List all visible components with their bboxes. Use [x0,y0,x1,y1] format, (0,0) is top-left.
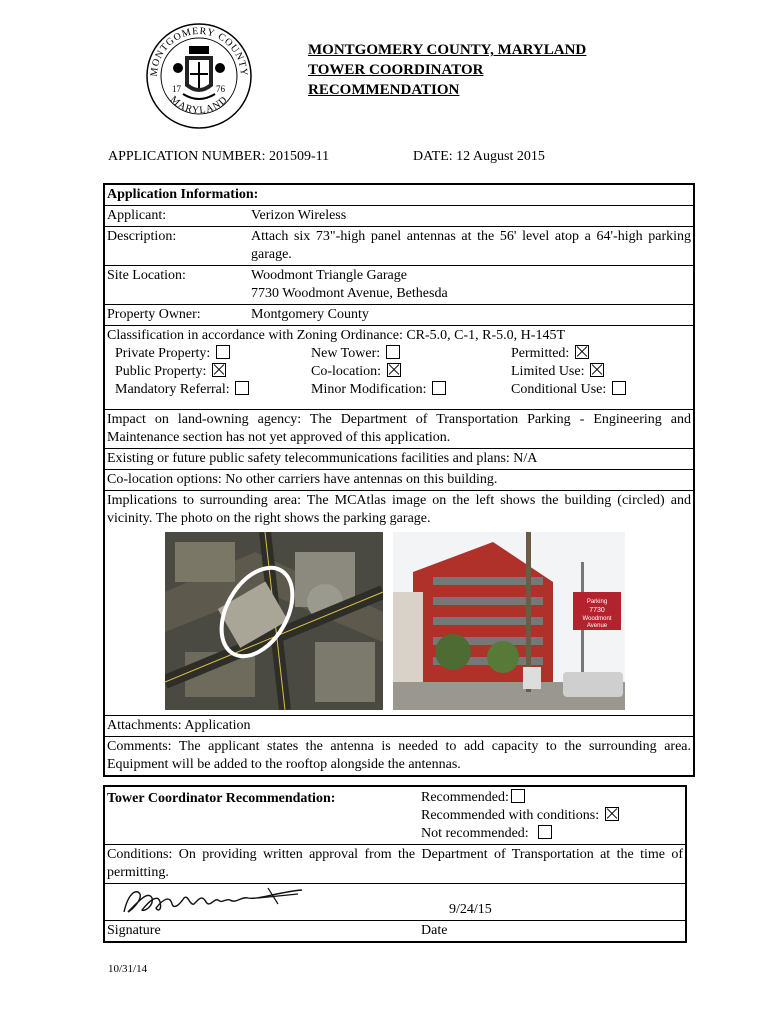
conditional-use-checkbox[interactable] [612,381,626,395]
sign-line-1: Parking [586,599,608,605]
mandatory-referral-label: Mandatory Referral: [115,382,230,397]
permitted-checkbox[interactable] [575,345,589,359]
svg-text:MARYLAND [168,94,230,116]
county-seal [145,22,253,130]
conditional-use-label: Conditional Use: [511,382,607,397]
classification-text: Classification in accordance with Zoning Ordinance: CR-5.0, C-1, R-5.0, H-145T [107,328,566,343]
new-tower-label: New Tower: [311,346,381,361]
applicant-value: Verizon Wireless [249,206,694,227]
private-property-label: Private Property: [115,346,211,361]
not-recommended-label: Not recommended: [421,826,529,841]
title-line-3: RECOMMENDATION [308,82,460,98]
title-line-2: TOWER COORDINATOR [308,62,484,78]
sign-line-2: 7730 [589,607,605,614]
site-location-label: Site Location: [104,266,249,305]
property-owner-label: Property Owner: [104,305,249,326]
recommended-conditions-checkbox[interactable] [605,807,619,821]
title-line-1: MONTGOMERY COUNTY, MARYLAND [308,42,587,58]
limited-use-label: Limited Use: [511,364,585,379]
recommended-label: Recommended: [421,790,509,805]
attachments-text: Attachments: Application [104,716,694,737]
page-title [308,40,586,100]
recommendation-options [419,786,686,845]
seal-year-right: 76 [216,84,225,94]
recommendation-heading: Tower Coordinator Recommendation: [104,786,419,845]
existing-facilities-text: Existing or future public safety telecommunications facilities and plans: N/A [104,449,694,470]
revision-date: 10/31/14 [108,963,148,975]
public-property-checkbox[interactable] [212,363,226,377]
conditions-text: Conditions: On providing written approval from the Department of Transportation at the time of permitting. [104,845,686,884]
site-line-1: Woodmont Triangle Garage [251,268,407,283]
parking-garage-photo [393,532,625,710]
application-info-table [103,183,695,777]
application-date: DATE: 12 August 2015 [413,149,545,164]
site-location-value [249,266,694,305]
impact-text: Impact on land-owning agency: The Department of Transportation Parking - Engineering and Maintenance section has not yet approved of this application. [104,410,694,449]
comments-text: Comments: The applicant states the antenna is needed to add capacity to the surrounding area. Equipment will be added to the rooftop alongside the antennas. [104,737,694,777]
sign-line-4: Avenue [586,623,608,629]
date-label: Date [419,921,686,943]
seal-bottom-text: MARYLAND [167,94,231,117]
recommended-checkbox[interactable] [511,789,525,803]
co-location-label: Co-location: [311,364,381,379]
new-tower-checkbox[interactable] [386,345,400,359]
minor-modification-label: Minor Modification: [311,382,427,397]
limited-use-checkbox[interactable] [590,363,604,377]
applicant-label: Applicant: [104,206,249,227]
permitted-label: Permitted: [511,346,570,361]
not-recommended-checkbox[interactable] [538,825,552,839]
implications-section [104,491,694,716]
handwritten-signature [118,884,308,918]
property-owner-value: Montgomery County [249,305,694,326]
seal-top-text: MONTGOMERY COUNTY [148,25,250,78]
sign-date-area [419,884,686,921]
mcatlas-aerial-image [165,532,383,710]
public-property-label: Public Property: [115,364,207,379]
recommendation-table [103,785,687,943]
description-value: Attach six 73"-high panel antennas at the 56' level atop a 64'-high parking garage. [249,227,694,266]
co-location-options-text: Co-location options: No other carriers have antennas on this building. [104,470,694,491]
application-number: APPLICATION NUMBER: 201509-11 [108,149,330,164]
application-info-heading: Application Information: [104,184,694,206]
sign-line-3: Woodmont [582,616,612,622]
classification-section [104,326,694,410]
description-label: Description: [104,227,249,266]
private-property-checkbox[interactable] [216,345,230,359]
minor-modification-checkbox[interactable] [432,381,446,395]
mandatory-referral-checkbox[interactable] [235,381,249,395]
recommended-conditions-label: Recommended with conditions: [421,808,600,823]
implications-text: Implications to surrounding area: The MCAtlas image on the left shows the building (circled) and vicinity. The photo on the right shows the parking garage. [107,493,691,526]
sign-date-value: 9/24/15 [449,902,492,917]
signature-label: Signature [104,921,419,943]
co-location-checkbox[interactable] [387,363,401,377]
seal-year-left: 17 [172,84,181,94]
site-line-2: 7730 Woodmont Avenue, Bethesda [251,286,448,301]
